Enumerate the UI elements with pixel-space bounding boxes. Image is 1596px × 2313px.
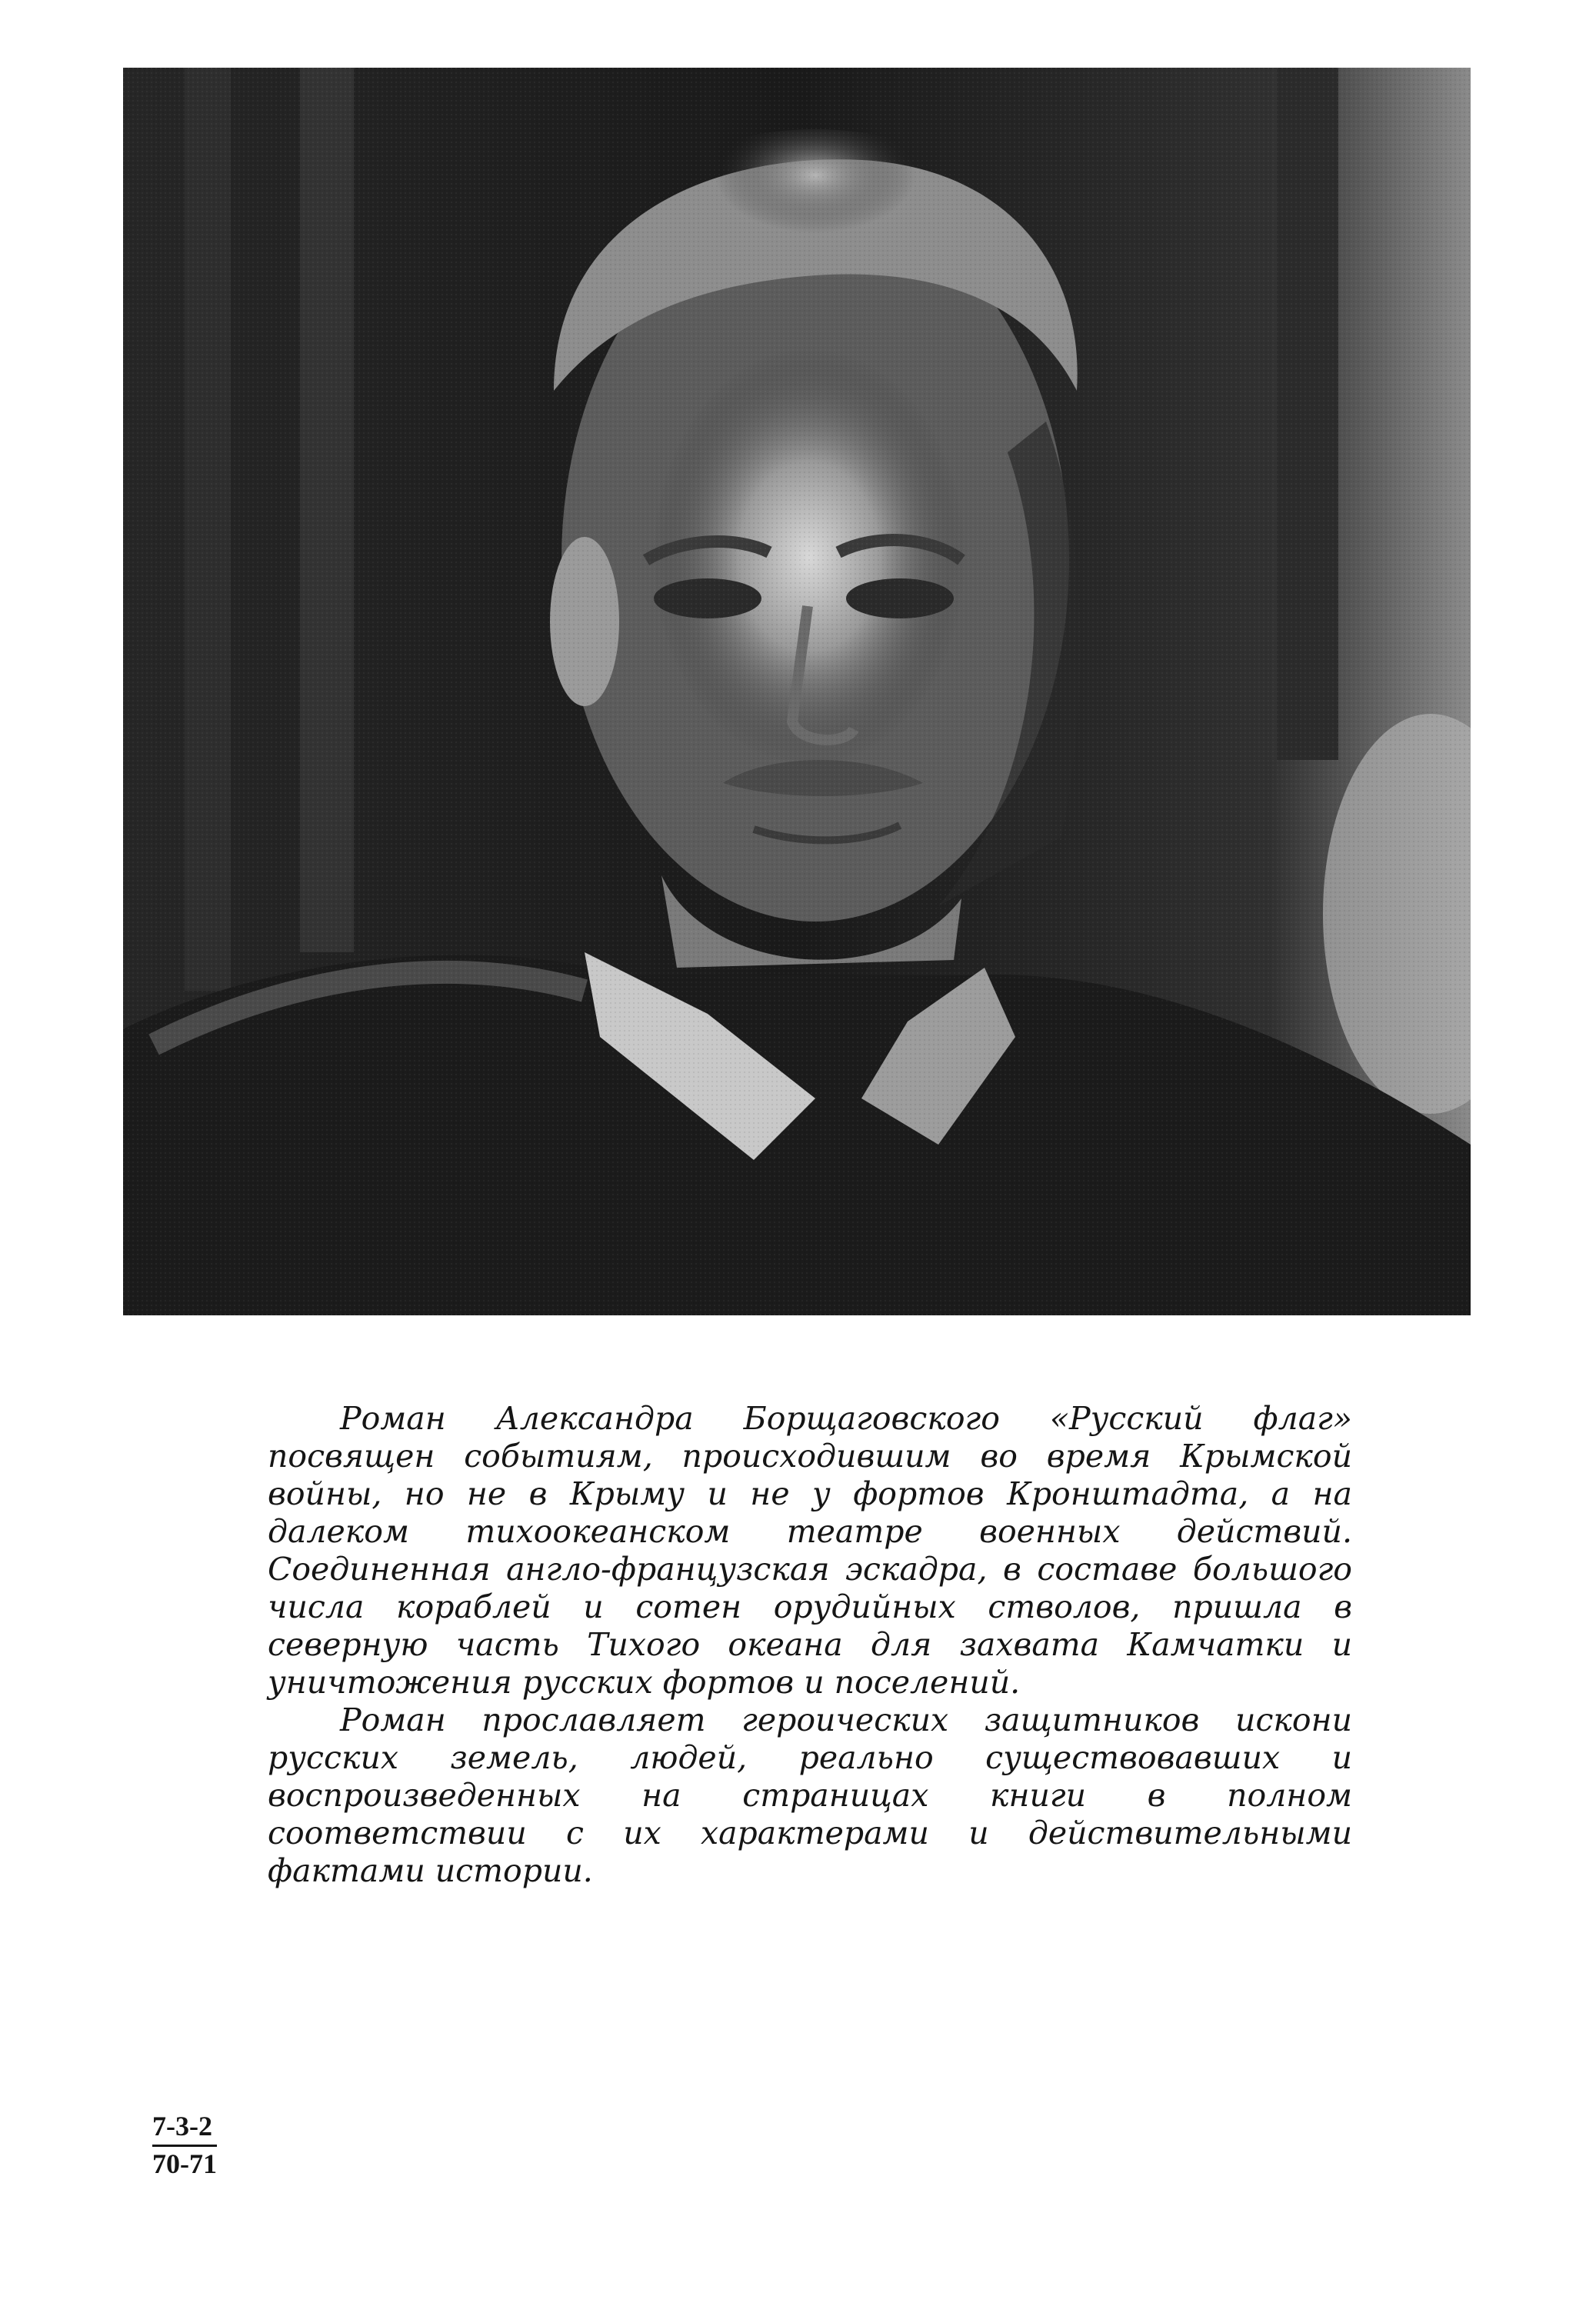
author-portrait-photo [123, 68, 1471, 1315]
index-bottom: 70-71 [152, 2148, 217, 2179]
index-top: 7-3-2 [152, 2109, 217, 2147]
book-annotation [268, 1400, 1352, 1890]
annotation-paragraph-2: Роман прославляет героических защитников искони русских земель, людей, реально существовавших и воспроизведенных на страницах книги в полном соответствии с их характерами и действительными фактами истории. [268, 1701, 1352, 1889]
portrait-image [123, 68, 1471, 1315]
annotation-paragraph-1: Роман Александра Борщаговского «Русский флаг» посвящен событиям, происходившим во время Крымской войны, но не в Крыму и не у фортов Кронштадта, а на далеком тихоокеанском театре военных действий. Соединенная англо-французская эскадра, в составе большого числа кораблей и сотен орудийных стволов, пришла в северную часть Тихого океана для захвата Камчатки и уничтожения русских фортов и поселений. [268, 1400, 1352, 1701]
publication-index [152, 2109, 217, 2181]
